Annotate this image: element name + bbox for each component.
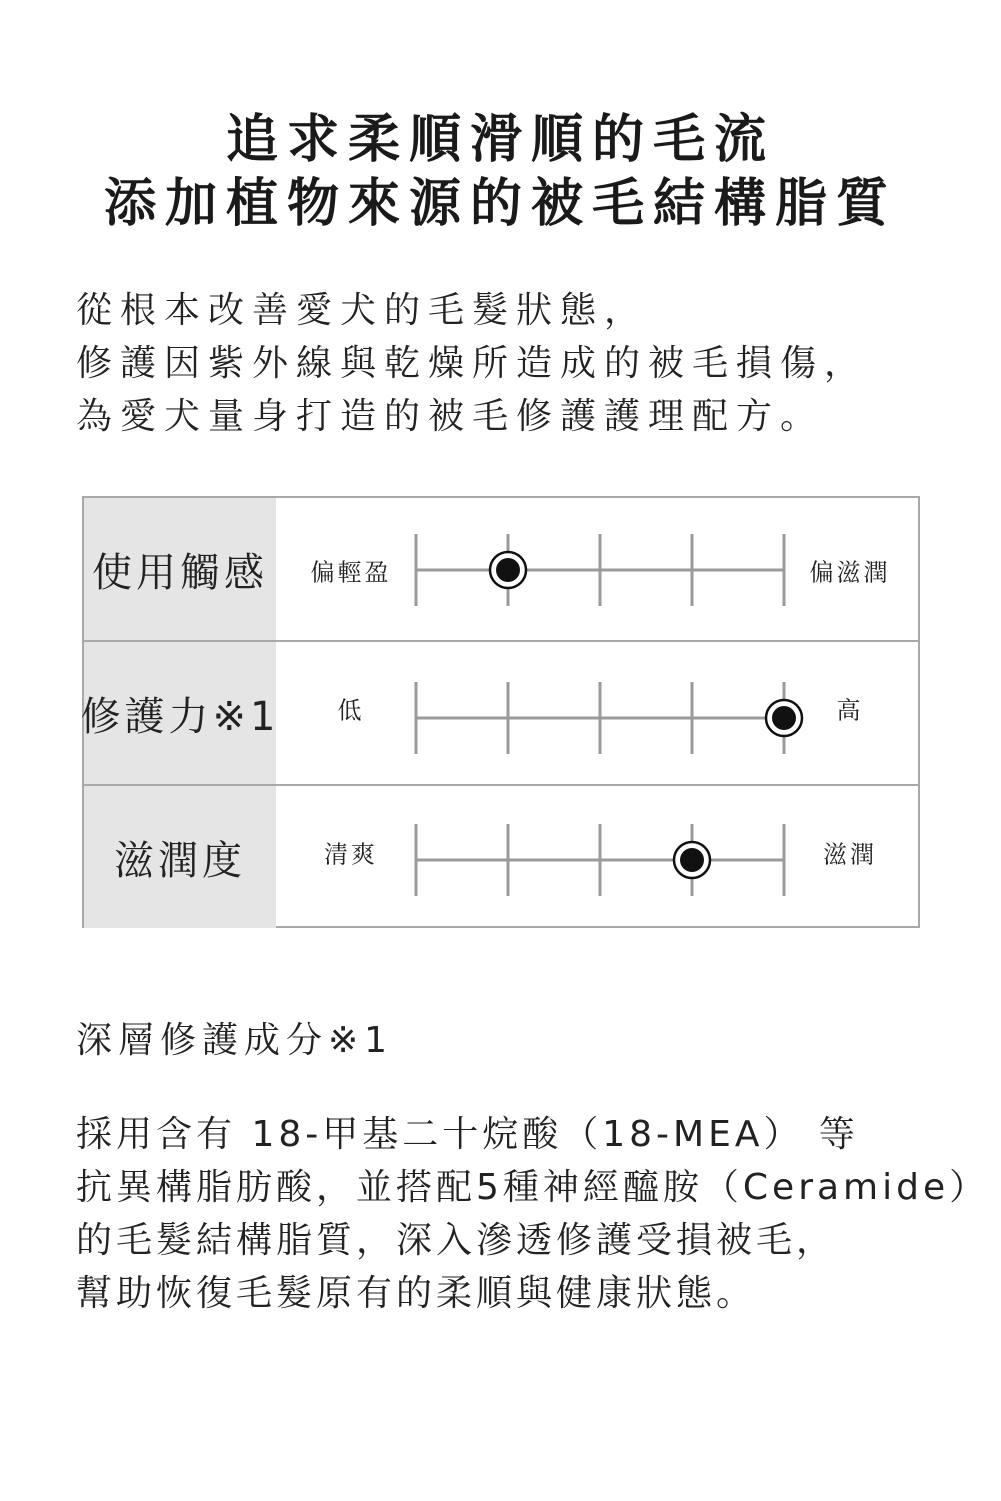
- intro-line: 從根本改善愛犬的毛髮狀態，: [76, 290, 649, 331]
- headline-line-1: 追求柔順滑順的毛流: [225, 110, 775, 170]
- scale-right-label: 偏滋潤: [809, 558, 891, 587]
- rating-scale: [414, 678, 784, 758]
- rating-row-repair: [80, 640, 918, 784]
- scale-right-label: 高: [836, 696, 864, 725]
- scale-left-label: 低: [337, 696, 365, 725]
- ingredient-line: 幫助恢復毛髮原有的柔順與健康狀態。: [76, 1273, 757, 1314]
- scale-right-label: 滋潤: [823, 840, 877, 869]
- rating-row-label: 修護力※1: [84, 642, 276, 784]
- ingredient-line: 抗異構脂肪酸，並搭配5種神經醯胺（Ceramide）: [76, 1167, 990, 1208]
- rating-scale: [414, 530, 784, 610]
- ingredient-line: 採用含有 18-甲基二十烷酸（18-MEA） 等: [76, 1114, 859, 1155]
- rating-table: [82, 496, 920, 928]
- rating-scale: [414, 820, 784, 900]
- scale-left-label: 偏輕盈: [310, 558, 392, 587]
- rating-row-label: 使用觸感: [84, 498, 276, 640]
- intro-paragraph: [76, 284, 868, 443]
- scale-left-label: 清爽: [324, 840, 378, 869]
- rating-row-moisture: [84, 784, 918, 928]
- scale-graphic: [414, 678, 784, 758]
- ingredient-heading: 深層修護成分※1: [76, 1020, 394, 1061]
- scale-graphic: [414, 820, 784, 900]
- headline: [0, 108, 1001, 236]
- ingredient-paragraph: [76, 1108, 989, 1320]
- ingredient-line: 的毛髮結構脂質，深入滲透修護受損被毛，: [76, 1220, 837, 1261]
- scale-graphic: [414, 530, 784, 610]
- scale-marker-dot: [680, 848, 704, 872]
- rating-row-label: 滋潤度: [84, 786, 276, 928]
- intro-line: 修護因紫外線與乾燥所造成的被毛損傷，: [76, 343, 869, 384]
- rating-row-texture: [84, 498, 918, 640]
- scale-marker-dot: [496, 558, 520, 582]
- intro-line: 為愛犬量身打造的被毛修護護理配方。: [76, 396, 825, 437]
- headline-line-2: 添加植物來源的被毛結構脂質: [103, 174, 897, 234]
